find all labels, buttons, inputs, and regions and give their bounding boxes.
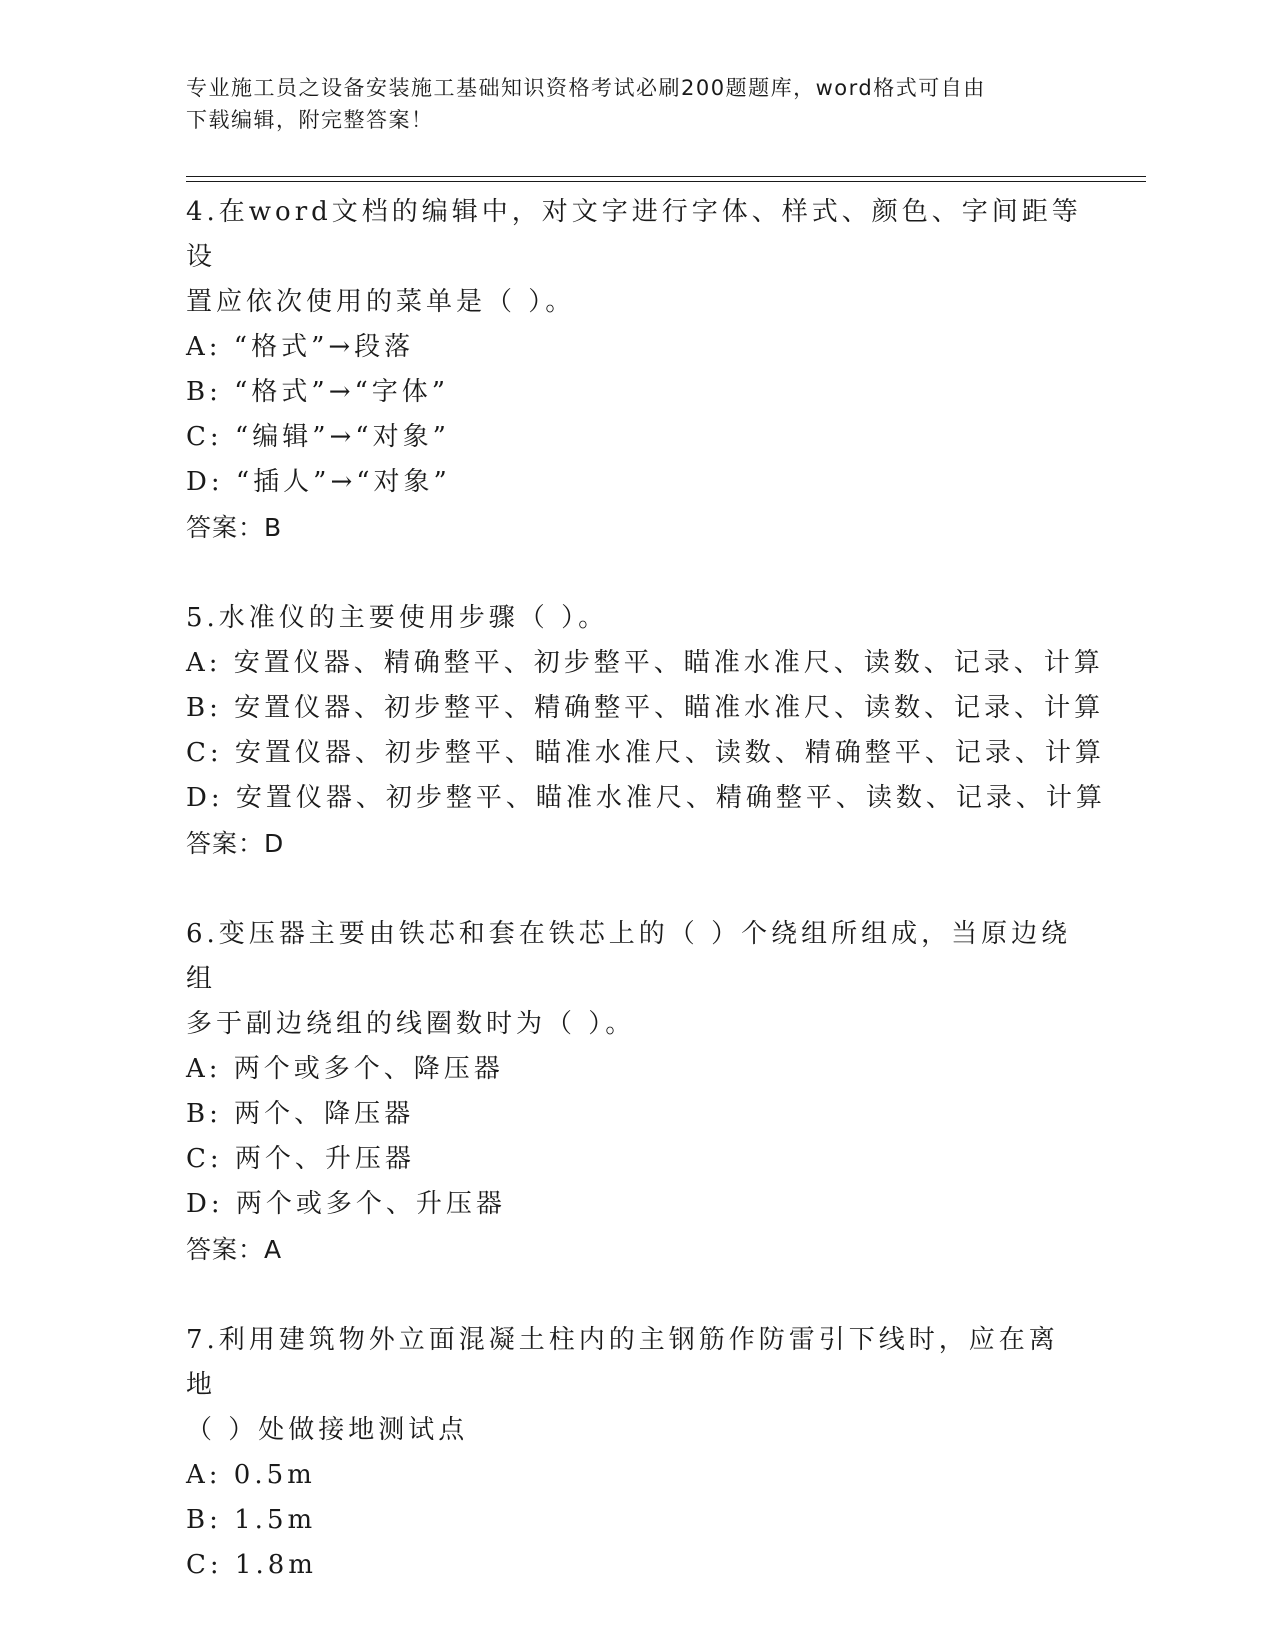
option-d: D: “插人”→“对象” bbox=[186, 467, 451, 497]
question-stem-line: 多于副边绕组的线圈数时为（ ）。 bbox=[186, 1009, 636, 1039]
option-d: D: 两个或多个、升压器 bbox=[186, 1189, 506, 1219]
option-a: A: 两个或多个、降压器 bbox=[186, 1054, 504, 1084]
header-line-1: 专业施工员之设备安装施工基础知识资格考试必刷200题题库，word格式可自由 bbox=[186, 76, 986, 100]
question-5 bbox=[186, 596, 1106, 866]
question-7 bbox=[186, 1318, 1086, 1588]
question-4 bbox=[186, 190, 1086, 550]
option-c: C: “编辑”→“对象” bbox=[186, 422, 450, 452]
option-c: C: 两个、升压器 bbox=[186, 1144, 415, 1174]
document-header bbox=[186, 72, 1066, 136]
question-stem-line: 6.变压器主要由铁芯和套在铁芯上的（ ）个绕组所组成，当原边绕组 bbox=[186, 919, 1072, 994]
question-list bbox=[186, 190, 1106, 1634]
question-stem-line: 置应依次使用的菜单是（ ）。 bbox=[186, 287, 576, 317]
option-a: A: 0.5m bbox=[186, 1460, 316, 1490]
option-a: A: “格式”→段落 bbox=[186, 332, 415, 362]
option-c: C: 安置仪器、初步整平、瞄准水准尺、读数、精确整平、记录、计算 bbox=[186, 738, 1105, 768]
question-stem-line: （ ）处做接地测试点 bbox=[186, 1415, 469, 1445]
answer-line: 答案：D bbox=[186, 829, 285, 858]
option-b: B: 两个、降压器 bbox=[186, 1099, 415, 1129]
option-d: D: 安置仪器、初步整平、瞄准水准尺、精确整平、读数、记录、计算 bbox=[186, 783, 1106, 813]
option-b: B: “格式”→“字体” bbox=[186, 377, 450, 407]
question-stem-line: 7.利用建筑物外立面混凝土柱内的主钢筋作防雷引下线时，应在离地 bbox=[186, 1325, 1059, 1400]
header-line-2: 下载编辑，附完整答案！ bbox=[186, 108, 434, 132]
question-6 bbox=[186, 912, 1086, 1272]
header-divider-bottom bbox=[186, 181, 1146, 182]
option-c: C: 1.8m bbox=[186, 1550, 317, 1580]
question-stem-line: 4.在word文档的编辑中，对文字进行字体、样式、颜色、字间距等设 bbox=[186, 197, 1082, 272]
option-b: B: 1.5m bbox=[186, 1505, 317, 1535]
answer-line: 答案：B bbox=[186, 513, 283, 542]
question-stem-line: 5.水准仪的主要使用步骤（ ）。 bbox=[186, 603, 609, 633]
header-divider-top bbox=[186, 176, 1146, 177]
option-a: A: 安置仪器、精确整平、初步整平、瞄准水准尺、读数、记录、计算 bbox=[186, 648, 1104, 678]
answer-line: 答案：A bbox=[186, 1235, 283, 1264]
option-b: B: 安置仪器、初步整平、精确整平、瞄准水准尺、读数、记录、计算 bbox=[186, 693, 1105, 723]
